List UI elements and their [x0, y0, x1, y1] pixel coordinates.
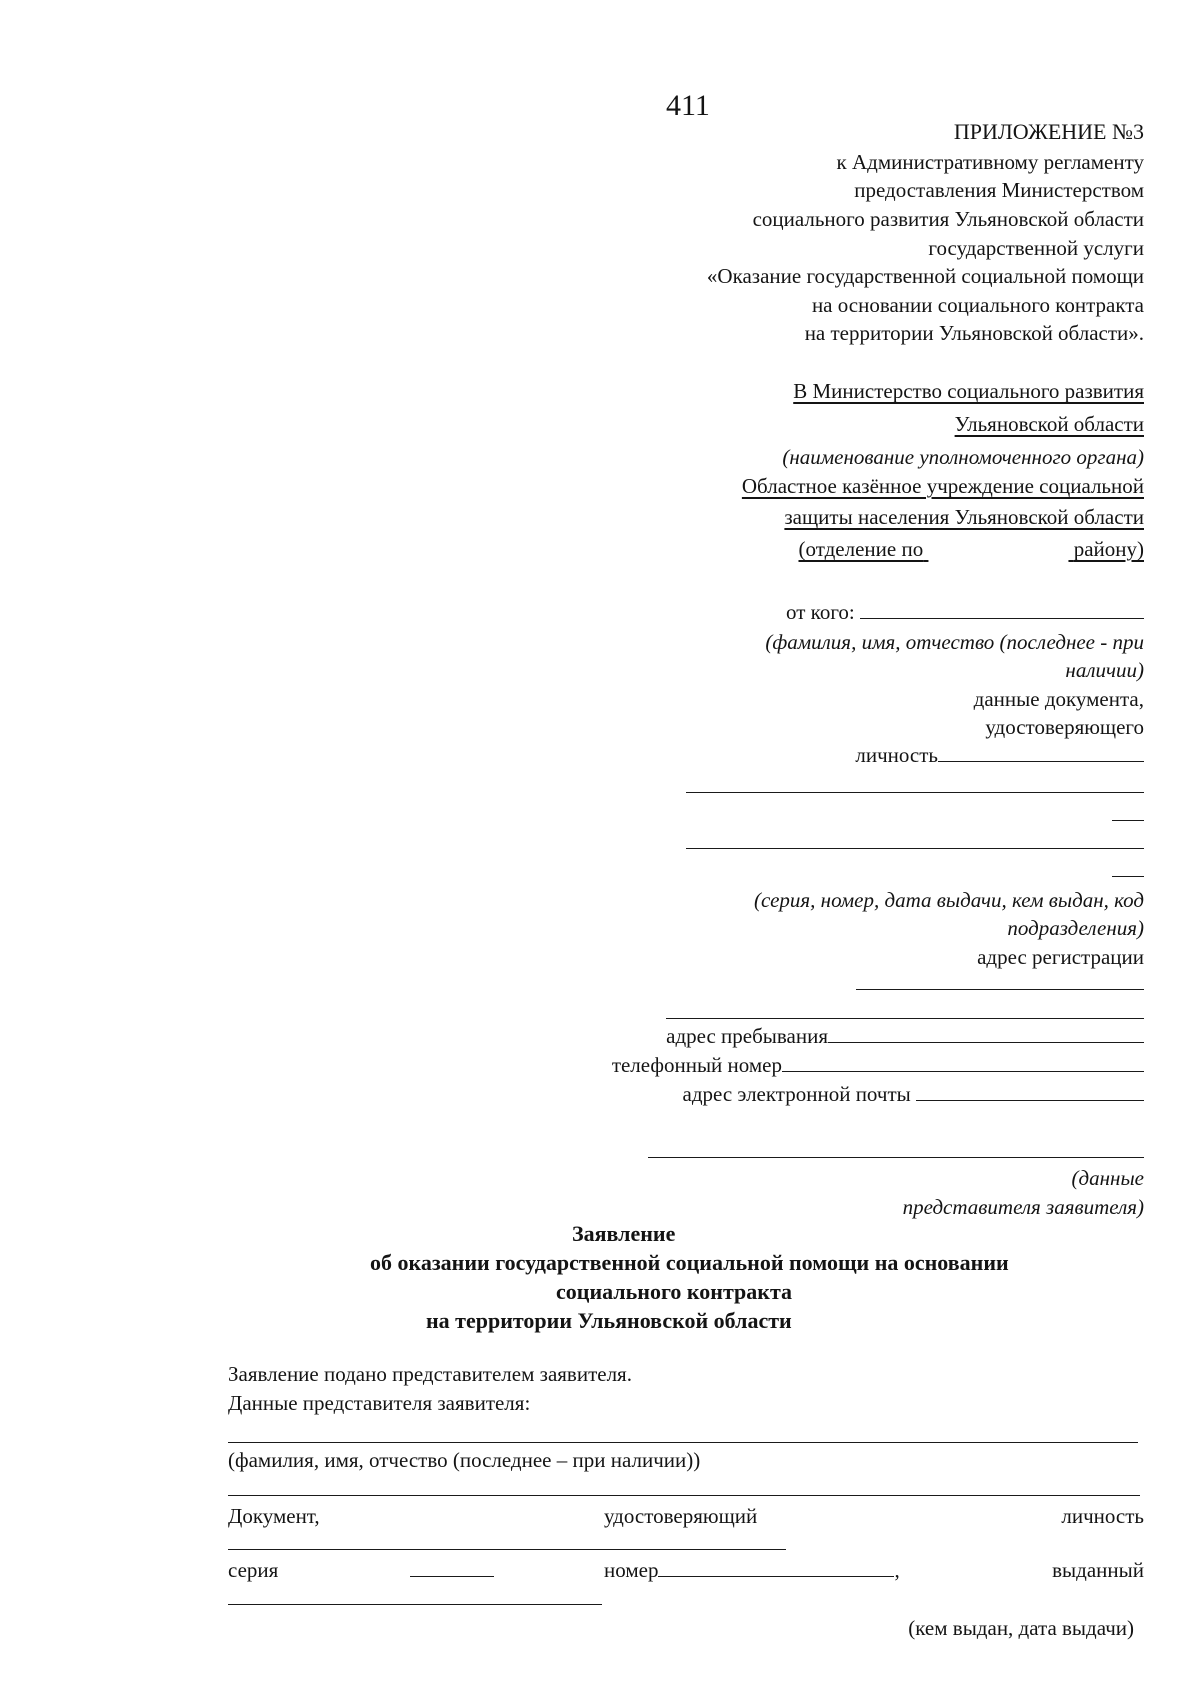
rep-data-input-line[interactable] — [648, 1157, 1144, 1158]
phone-field — [612, 1051, 1144, 1079]
department-suffix: району) — [1073, 537, 1144, 561]
doc-hint-1: (серия, номер, дата выдачи, кем выдан, код — [754, 888, 1144, 912]
series-input-line[interactable] — [410, 1576, 494, 1577]
number-label: номер — [604, 1558, 659, 1582]
rep-fio-input-line[interactable] — [228, 1442, 1138, 1443]
doc-data-input-line[interactable] — [938, 741, 1144, 762]
header-line-6: на основании социального контракта — [811, 293, 1144, 317]
ministry-line-1: В Министерство социального развития — [793, 379, 1144, 403]
header-line-5: «Оказание государственной социальной помощи — [706, 264, 1144, 288]
header-line-7: на территории Ульяновской области». — [804, 321, 1144, 345]
application-title-3: социального контракта — [556, 1279, 793, 1304]
stay-field — [666, 1022, 1144, 1050]
doc-data-line-c[interactable] — [686, 848, 1144, 849]
doc-data-line-a[interactable] — [686, 792, 1144, 793]
header-line-3: социального развития Ульяновской области — [752, 207, 1144, 231]
issued-input-line[interactable] — [228, 1604, 602, 1605]
identity-word: личность — [1061, 1504, 1144, 1528]
rep-hint-2: представителя заявителя) — [902, 1195, 1144, 1219]
email-label: адрес электронной почты — [682, 1082, 911, 1106]
doc-hint-2: подразделения) — [1007, 916, 1144, 940]
institution-line-1: Областное казённое учреждение социальной — [741, 474, 1144, 498]
issued-hint: (кем выдан, дата выдачи) — [908, 1616, 1134, 1640]
document-type-input-line[interactable] — [228, 1549, 786, 1550]
issued-label: выданный — [1052, 1558, 1144, 1582]
registration-label: адрес регистрации — [977, 945, 1144, 969]
doc-data-line-b[interactable] — [1112, 820, 1144, 821]
doc-data-field — [855, 741, 1144, 769]
ministry-line-2: Ульяновской области — [954, 412, 1144, 436]
phone-input-line[interactable] — [782, 1051, 1144, 1072]
header-line-1: к Административному регламенту — [836, 150, 1144, 174]
rep-fio-hint: (фамилия, имя, отчество (последнее – при наличии)) — [228, 1448, 701, 1472]
submitted-text: Заявление подано представителем заявителя. — [228, 1362, 632, 1386]
registration-input-line[interactable] — [856, 989, 1144, 990]
series-label: серия — [228, 1558, 279, 1582]
fio-hint-2: наличии) — [1065, 658, 1144, 682]
institution-line-2: защиты населения Ульяновской области — [784, 505, 1144, 529]
organ-hint: (наименование уполномоченного органа) — [782, 445, 1144, 469]
number-input-line[interactable] — [658, 1556, 894, 1577]
application-title-2: об оказании государственной социальной помощи на основании — [370, 1250, 1009, 1275]
department-line — [798, 535, 1144, 563]
stay-input-line[interactable] — [828, 1022, 1144, 1043]
number-field — [604, 1556, 900, 1584]
application-title-4: на территории Ульяновской области — [426, 1308, 792, 1333]
from-field — [786, 598, 1144, 626]
appendix-number: ПРИЛОЖЕНИЕ №3 — [953, 119, 1144, 144]
from-label: от кого: — [786, 600, 855, 624]
department-prefix: (отделение по — [798, 537, 924, 561]
registration-input-line-2[interactable] — [666, 1018, 1144, 1019]
doc-data-line-2: удостоверяющего — [985, 715, 1144, 739]
application-title: Заявление — [572, 1221, 676, 1246]
header-line-2: предоставления Министерством — [854, 178, 1144, 202]
rep-fio-input-line-2[interactable] — [228, 1495, 1140, 1496]
stay-label: адрес пребывания — [666, 1024, 828, 1048]
page-number: 411 — [666, 89, 710, 122]
header-line-4: государственной услуги — [928, 236, 1144, 260]
rep-data-text: Данные представителя заявителя: — [228, 1391, 531, 1415]
doc-data-label: личность — [855, 743, 938, 767]
number-comma: , — [894, 1558, 900, 1582]
fio-hint-1: (фамилия, имя, отчество (последнее - при — [765, 630, 1144, 654]
identifying-word: удостоверяющий — [604, 1504, 758, 1528]
doc-data-line-d[interactable] — [1112, 876, 1144, 877]
phone-label: телефонный номер — [611, 1053, 782, 1077]
email-input-line[interactable] — [916, 1080, 1144, 1101]
email-field — [683, 1080, 1144, 1108]
document-word: Документ, — [228, 1504, 320, 1528]
rep-hint-1: (данные — [1071, 1166, 1144, 1190]
from-input-line[interactable] — [860, 598, 1144, 619]
doc-data-line-1: данные документа, — [973, 687, 1144, 711]
